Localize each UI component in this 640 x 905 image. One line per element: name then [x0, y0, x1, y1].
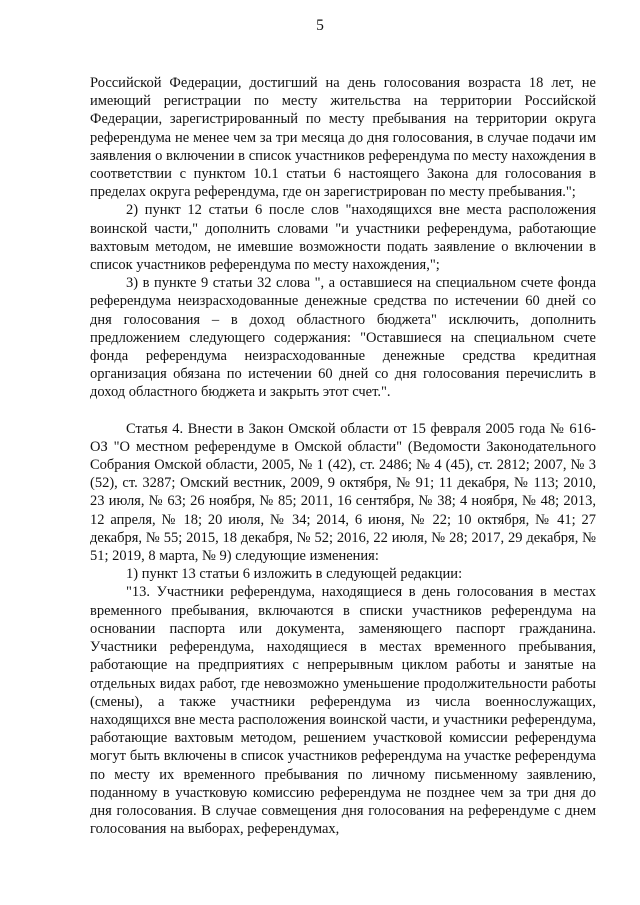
- paragraph-quoted-13: "13. Участники референдума, находящиеся в день голосования в местах временного пребывания, включаются в списки участников референдума на основании паспорта или документа, заменяющего паспорт гражданина. Участники референдума, находящиеся в местах временного пребывания, работающие на предприятиях с непрерывным циклом работы и занятые на отдельных видах работ, где невозможно уменьшение продолжительности работы (смены), а также участники референдума из числа военнослужащих, находящихся вне места расположения воинской части, и участники референдума, работающие вахтовым методом, решением участковой комиссии референдума могут быть включены в список участников референдума на участке референдума по месту их временного пребывания по личному письменному заявлению, поданному в участковую комиссию референдума не позднее чем за три дня до дня голосования. В случае совмещения дня голосования на референдуме с днем голосования на выборах, референдумах,: [90, 584, 596, 838]
- paragraph-item-3: 3) в пункте 9 статьи 32 слова ", а оставшиеся на специальном счете фонда референдума неизрасходованные денежные средства по истечении 60 дней со дня голосования – в доход областного бюджета" исключить, дополнить предложением следующего содержания: "Оставшиеся на специальном счете фонда референдума неизрасходованные денежные средства кредитная организация обязана по истечении 60 дней со дня голосования перечислить в доход областного бюджета и закрыть этот счет.".: [90, 275, 596, 401]
- paragraph-continuation: Российской Федерации, достигший на день голосования возраста 18 лет, не имеющий регистрации по месту жительства на территории Российской Федерации, зарегистрированный по месту пребывания на территории округа референдума не менее чем за три месяца до дня голосования, в случае подачи им заявления о включении в список участников референдума по месту нахождения в соответствии с пунктом 10.1 статьи 6 настоящего Закона для голосования в пределах округа референдума, где он зарегистрирован по месту пребывания.";: [90, 75, 596, 201]
- paragraph-article-4: Статья 4. Внести в Закон Омской области от 15 февраля 2005 года № 616-ОЗ "О местном референдуме в Омской области" (Ведомости Законодательного Собрания Омской области, 2005, № 1 (42), ст. 2486; № 4 (45), ст. 2812; 2007, № 3 (52), ст. 3287; Омский вестник, 2009, 9 октября, № 91; 11 декабря, № 113; 2010, 23 июля, № 63; 26 ноября, № 85; 2011, 16 сентября, № 38; 4 ноября, № 48; 2013, 12 апреля, № 18; 20 июля, № 34; 2014, 6 июня, № 22; 10 октября, № 41; 27 декабря, № 55; 2015, 18 декабря, № 52; 2016, 22 июля, № 28; 2017, 29 декабря, № 51; 2019, 8 марта, № 9) следующие изменения:: [90, 420, 596, 565]
- document-body: [90, 74, 596, 838]
- paragraph-gap: [90, 402, 596, 420]
- paragraph-item-2: 2) пункт 12 статьи 6 после слов "находящихся вне места расположения воинской части," дополнить словами "и участники референдума, работающие вахтовым методом, не имевшие возможности подать заявление о включении в список участников референдума по месту нахождения,";: [90, 202, 596, 274]
- paragraph-item-1: 1) пункт 13 статьи 6 изложить в следующей редакции:: [126, 566, 463, 583]
- page-number: 5: [316, 17, 324, 34]
